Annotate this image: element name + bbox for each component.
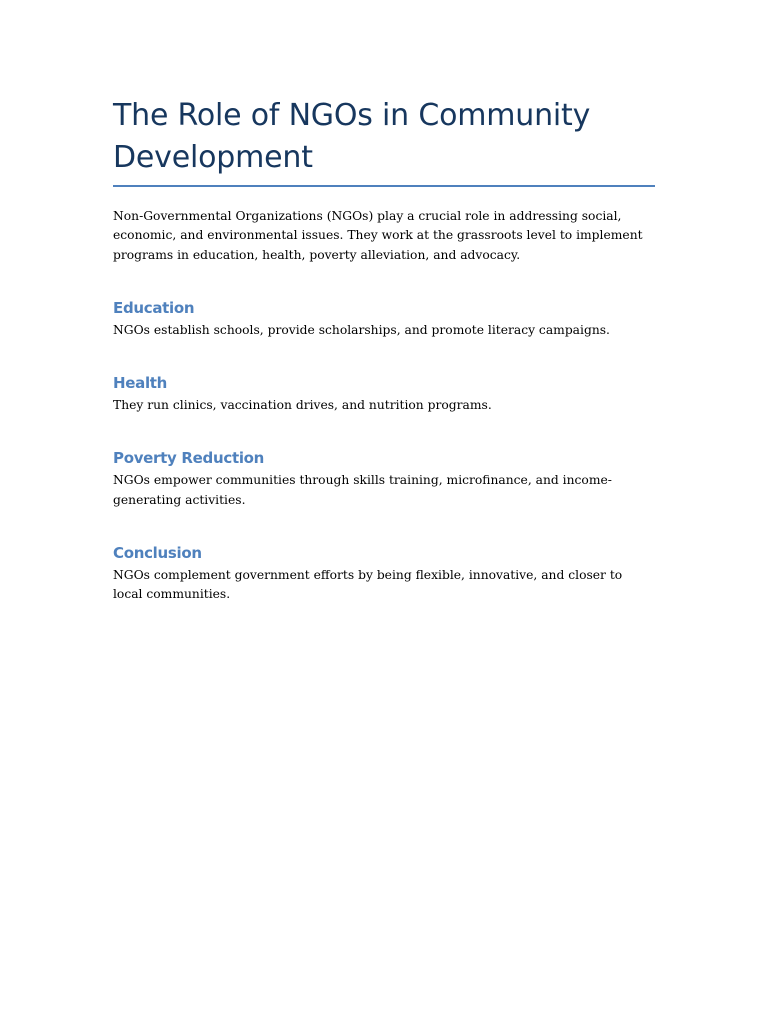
section-heading: Poverty Reduction — [113, 449, 265, 468]
section-heading: Education — [113, 298, 195, 317]
document-page — [113, 0, 655, 605]
document-title: The Role of NGOs in Community Development — [113, 98, 591, 175]
title-divider — [113, 185, 655, 187]
section-body: They run clinics, vaccination drives, and nutrition programs. — [113, 398, 492, 413]
intro-paragraph: Non-Governmental Organizations (NGOs) play a crucial role in addressing social, economic, and environmental issues. They work at the grassroots level to implement programs in education, health, poverty alleviation, and advocacy. — [113, 209, 643, 262]
section-conclusion — [113, 543, 655, 605]
section-poverty-reduction — [113, 448, 655, 510]
section-body: NGOs empower communities through skills training, microfinance, and income-generating activities. — [113, 473, 612, 507]
section-heading: Conclusion — [113, 544, 202, 563]
section-health — [113, 373, 655, 415]
section-body: NGOs establish schools, provide scholarships, and promote literacy campaigns. — [113, 322, 610, 337]
section-heading: Health — [113, 374, 168, 393]
section-body: NGOs complement government efforts by being flexible, innovative, and closer to local communities. — [113, 568, 623, 602]
section-education — [113, 298, 655, 340]
